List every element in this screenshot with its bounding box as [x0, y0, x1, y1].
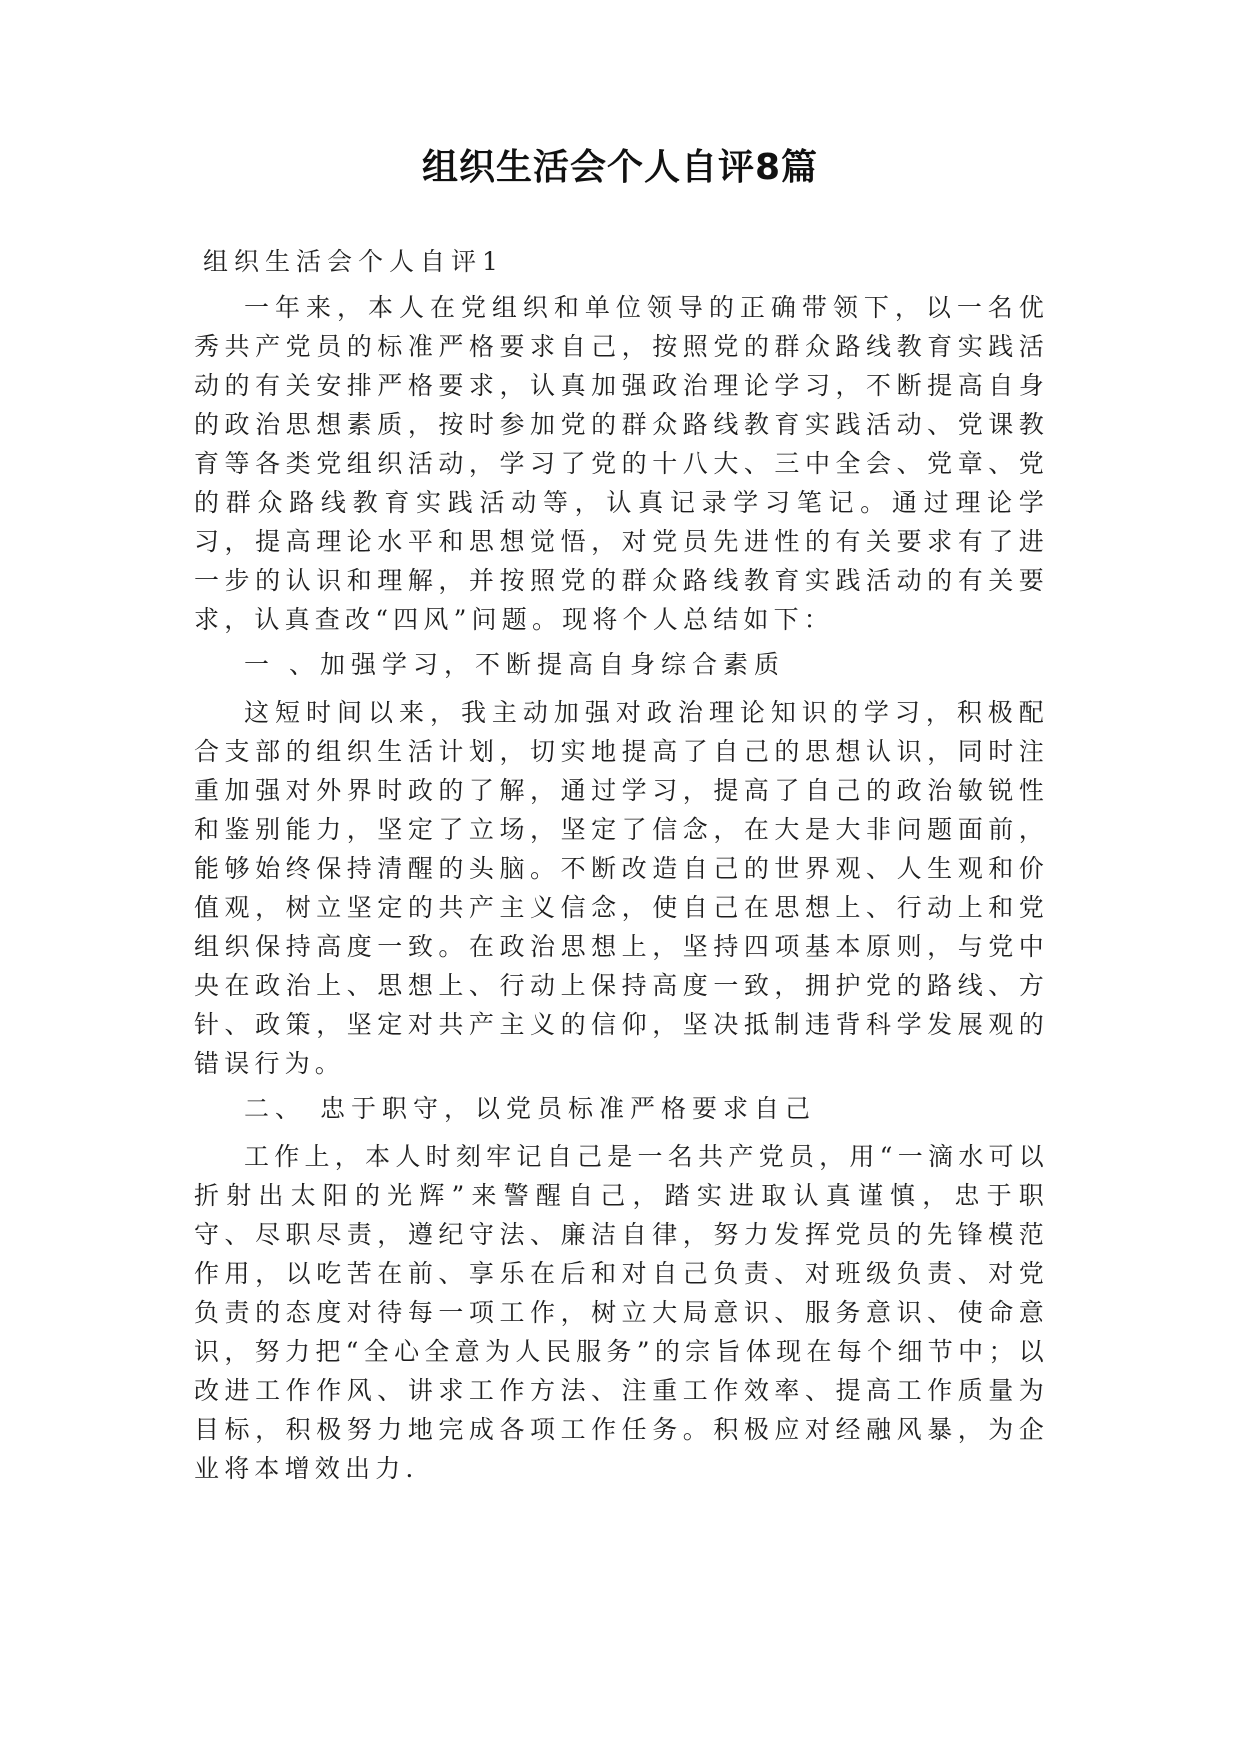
document-title: 组织生活会个人自评8篇 — [421, 147, 819, 188]
section-heading-2: 二、 忠于职守，以党员标准严格要求自己 — [244, 1094, 816, 1123]
intro-paragraph: 一年来，本人在党组织和单位领导的正确带领下，以一名优秀共产党员的标准严格要求自己，按照党的群众路线教育实践活动的有关安排严格要求，认真加强政治理论学习，不断提高自身的政治思想素质，按时参加党的群众路线教育实践活动、党课教育等各类党组织活动，学习了党的十八大、三中全会、党章、党的群众路线教育实践活动等，认真记录学习笔记。通过理论学习，提高理论水平和思想觉悟，对党员先进性的有关要求有了进一步的认识和理解，并按照党的群众路线教育实践活动的有关要求，认真查改“四风”问题。现将个人总结如下： — [194, 293, 1049, 634]
document-body — [194, 288, 1049, 1488]
section-heading-1: 一 、加强学习，不断提高自身综合素质 — [244, 650, 785, 679]
section-2-paragraph: 工作上，本人时刻牢记自己是一名共产党员，用“一滴水可以折射出太阳的光辉”来警醒自己，踏实进取认真谨慎，忠于职守、尽职尽责，遵纪守法、廉洁自律，努力发挥党员的先锋模范作用，以吃苦在前、享乐在后和对自己负责、对班级负责、对党负责的态度对待每一项工作，树立大局意识、服务意识、使命意识，努力把“全心全意为人民服务”的宗旨体现在每个细节中；以改进工作作风、讲求工作方法、注重工作效率、提高工作质量为目标，积极努力地完成各项工作任务。积极应对经融风暴，为企业将本增效出力. — [194, 1142, 1049, 1483]
section-1-paragraph: 这短时间以来，我主动加强对政治理论知识的学习，积极配合支部的组织生活计划，切实地提高了自己的思想认识，同时注重加强对外界时政的了解，通过学习，提高了自己的政治敏锐性和鉴别能力，坚定了立场，坚定了信念，在大是大非问题面前，能够始终保持清醒的头脑。不断改造自己的世界观、人生观和价值观，树立坚定的共产主义信念，使自己在思想上、行动上和党组织保持高度一致。在政治思想上，坚持四项基本原则，与党中央在政治上、思想上、行动上保持高度一致，拥护党的路线、方针、政策，坚定对共产主义的信仰，坚决抵制违背科学发展观的错误行为。 — [194, 698, 1049, 1078]
section-title: 组织生活会个人自评1 — [203, 247, 504, 276]
